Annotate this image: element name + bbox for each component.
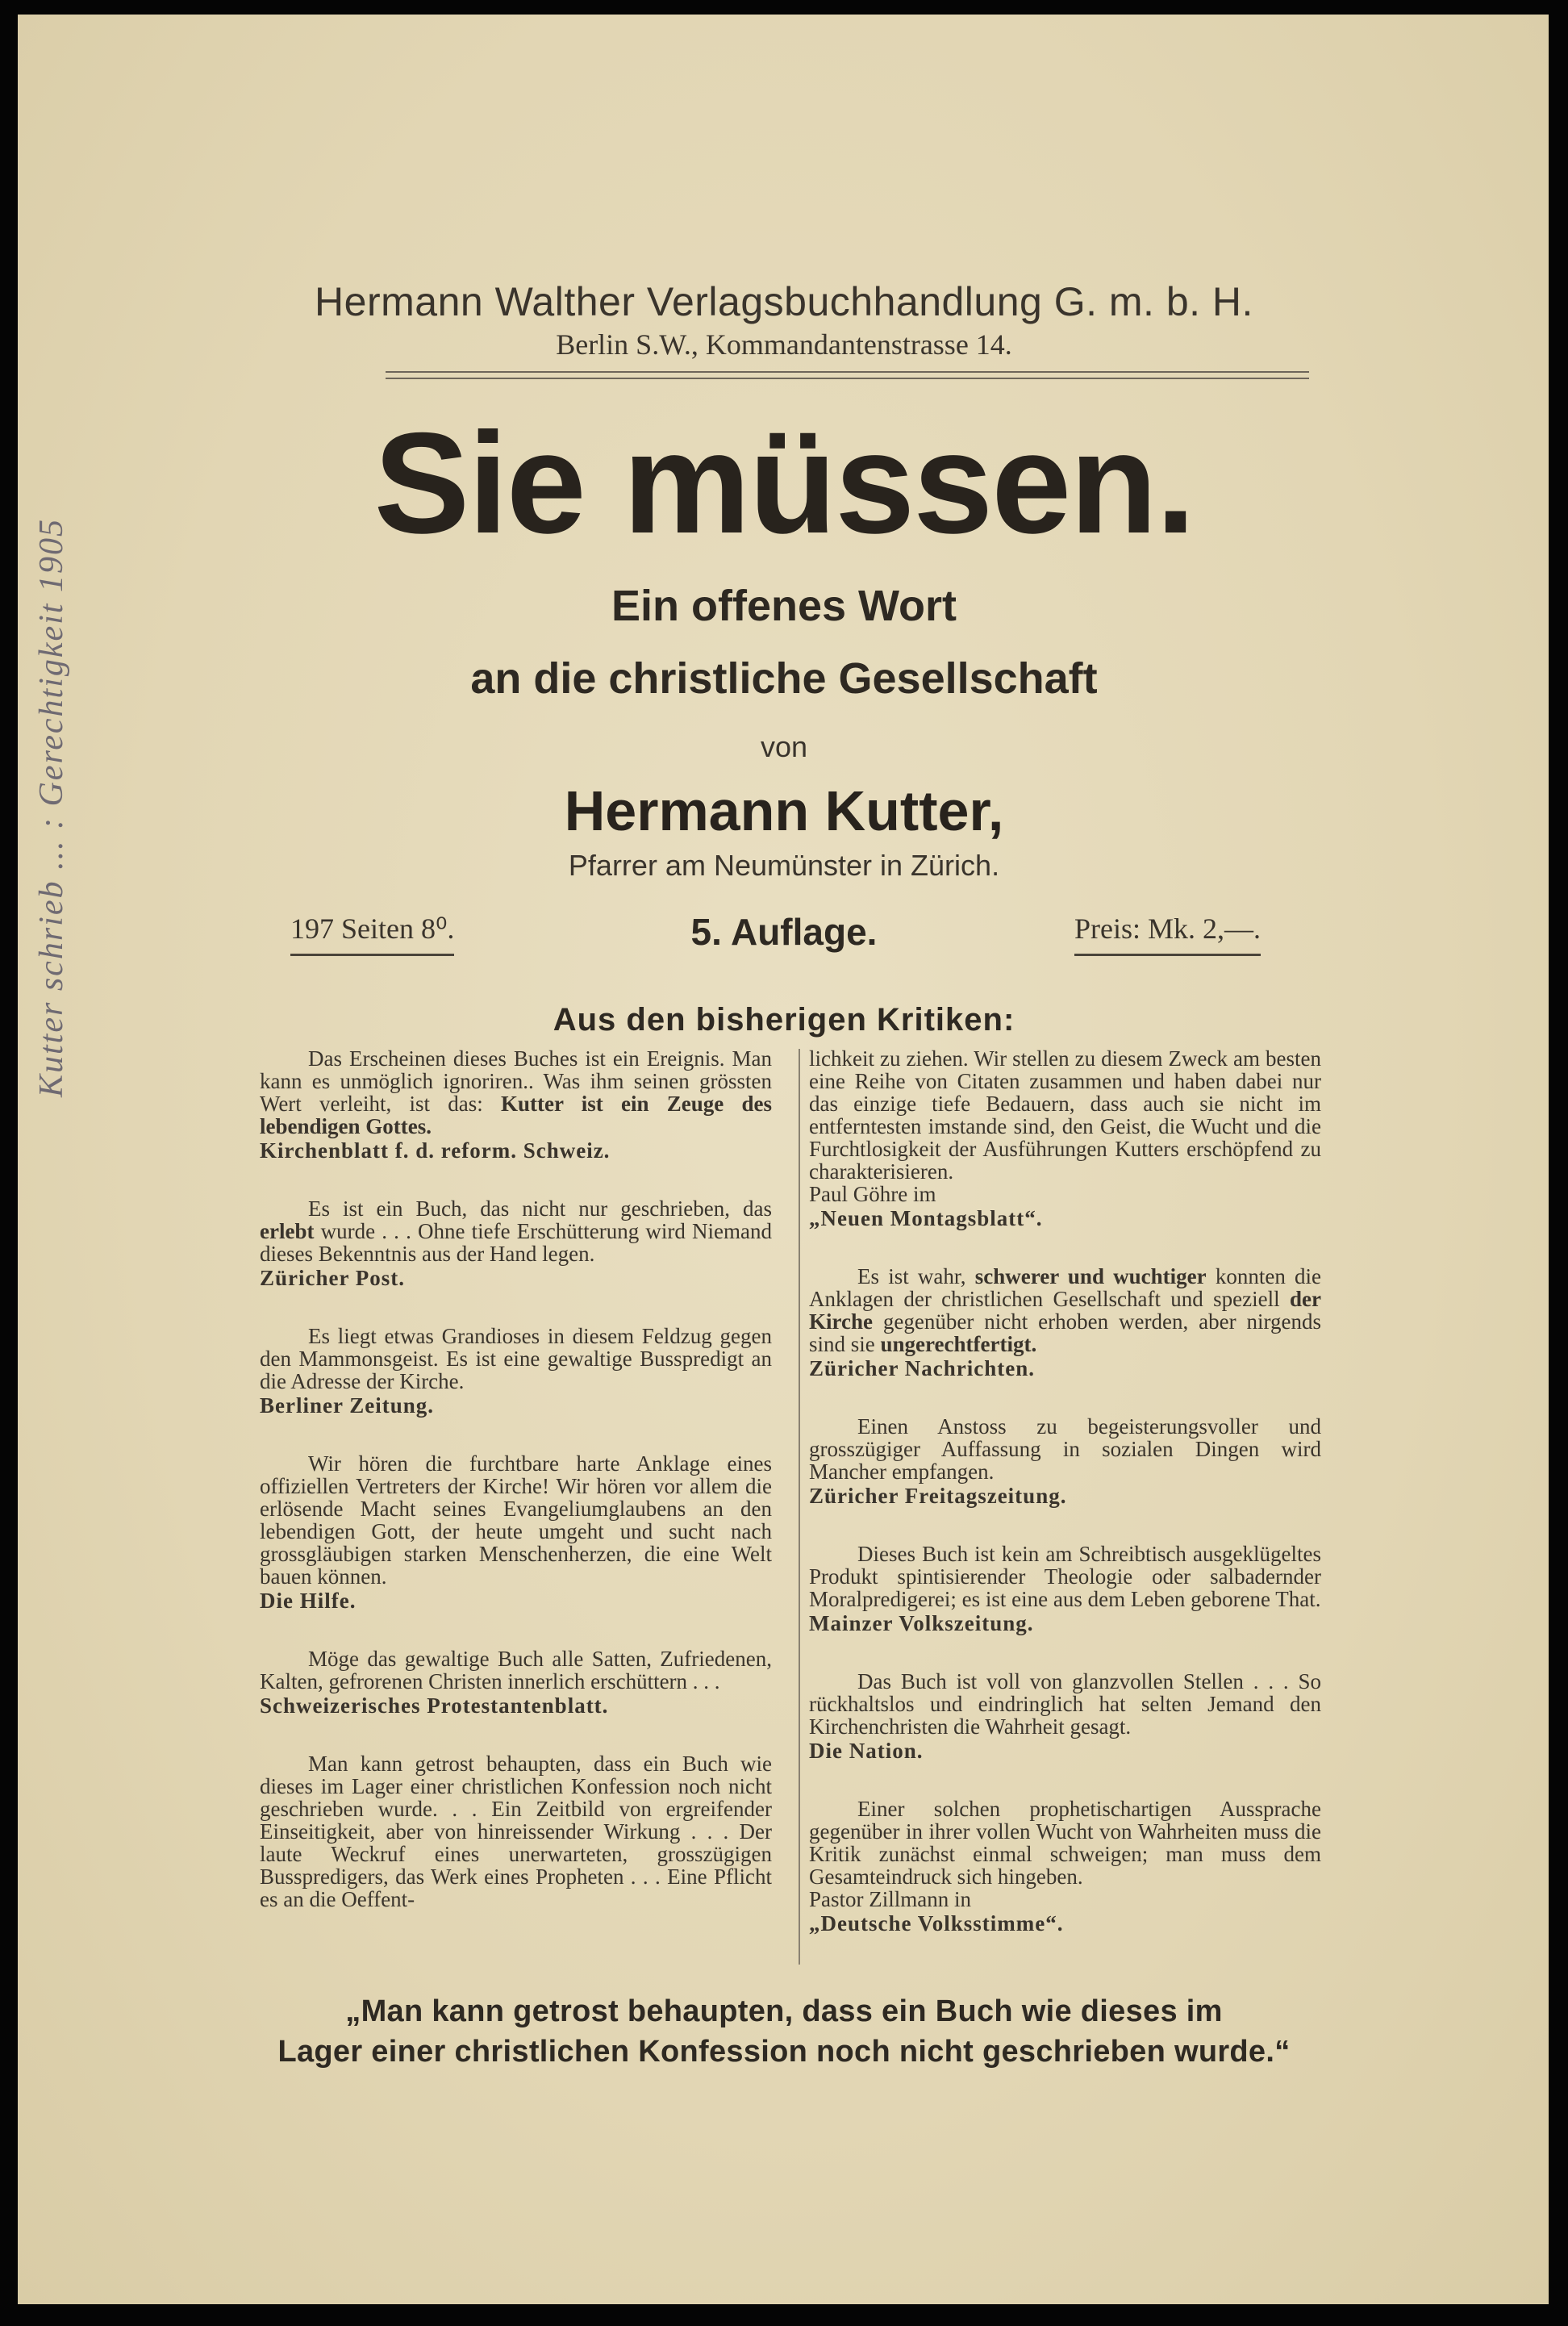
review-emphasis: Kutter ist ein Zeuge des lebendigen Gottes. bbox=[260, 1092, 772, 1138]
column-divider bbox=[799, 1049, 800, 1965]
header-rule bbox=[386, 371, 1309, 379]
review-attribution: Pastor Zillmann in bbox=[809, 1887, 971, 1911]
by-line: von bbox=[760, 730, 808, 763]
review-item bbox=[809, 1670, 1321, 1762]
review-text: Möge das gewaltige Buch alle Satten, Zufriedenen, Kalten, gefrorenen Christen innerlich erschüttern . . . bbox=[260, 1647, 772, 1693]
review-text: Dieses Buch ist kein am Schreibtisch ausgeklügeltes Produkt spintisierender Theologie oder salbadernder Moralpredigerei; es ist eine aus dem Leben geborene That. bbox=[809, 1542, 1321, 1611]
book-title: Sie müssen. bbox=[373, 403, 1195, 563]
review-source: Kirchenblatt f. d. reform. Schweiz. bbox=[260, 1138, 611, 1163]
review-source: „Deutsche Volksstimme“. bbox=[809, 1911, 1064, 1936]
review-text: Einen Anstoss zu begeisterungsvoller und grosszügiger Auffassung in sozialen Dingen wird Mancher empfangen. bbox=[809, 1414, 1321, 1484]
author-name: Hermann Kutter, bbox=[564, 779, 1004, 842]
review-text: Es liegt etwas Grandioses in diesem Feldzug gegen den Mammonsgeist. Es ist eine gewaltige Busspredigt an die Adresse der Kirche. bbox=[260, 1324, 772, 1393]
reviews-right-column bbox=[809, 1047, 1321, 1935]
review-text: Es ist wahr, bbox=[857, 1264, 966, 1288]
reviews-left-column bbox=[260, 1047, 772, 1910]
book-subtitle-line2: an die christliche Gesellschaft bbox=[470, 654, 1098, 703]
review-text: Wir hören die furchtbare harte Anklage eines offiziellen Vertreters der Kirche! Wir hören vor allem die erlösende Macht seines Evangeliumglaubens an den lebendigen Gott, der heute umgeht und sucht nach grossgläubigen starken Menschenherzen, die eine Welt bauen können. bbox=[260, 1451, 772, 1589]
publisher-name: Hermann Walther Verlagsbuchhandlung G. m. b. H. bbox=[315, 279, 1253, 324]
review-emphasis: erlebt bbox=[260, 1219, 315, 1243]
review-text: lichkeit zu ziehen. Wir stellen zu diesem Zweck am besten eine Reihe von Citaten zusammen und haben dabei nur das einzige tiefe Bedauern, dass auch sie nicht im entferntesten imstande sind, den Geist, die Wucht und die Furchtlosigkeit der Ausführungen Kutters erschöpfend zu charakterisieren. bbox=[809, 1046, 1321, 1184]
review-emphasis: der Kirche bbox=[809, 1287, 1322, 1334]
closing-quote-line2: Lager einer christlichen Konfession noch nicht geschrieben wurde.“ bbox=[277, 2035, 1291, 2069]
review-text: Einer solchen prophetischartigen Aussprache gegenüber in ihrer vollen Wucht von Wahrheiten muss die Kritik zunächst einmal schweigen; man muss dem Gesamteindruck sich hingeben. bbox=[809, 1797, 1321, 1889]
review-text: Das Buch ist voll von glanzvollen Stellen . . . So rückhaltslos und eindringlich hat selten Jemand den Kirchenchristen die Wahrheit gesagt. bbox=[809, 1669, 1321, 1739]
handwritten-margin-note: Kutter schrieb ... : Gerechtigkeit 1905 bbox=[33, 518, 70, 1097]
review-item bbox=[260, 1325, 772, 1417]
review-attribution: Paul Göhre im bbox=[809, 1182, 936, 1206]
review-source: „Neuen Montagsblatt“. bbox=[809, 1206, 1043, 1230]
review-source: Berliner Zeitung. bbox=[260, 1393, 434, 1418]
review-item bbox=[260, 1647, 772, 1717]
review-source: Mainzer Volkszeitung. bbox=[809, 1611, 1034, 1635]
review-item bbox=[809, 1047, 1321, 1230]
review-item bbox=[809, 1798, 1321, 1935]
review-source: Züricher Nachrichten. bbox=[809, 1356, 1035, 1380]
review-text: Das Erscheinen dieses Buches ist ein Ereignis. Man kann es unmöglich ignoriren.. Was ihm seinen grössten Wert verleiht, ist das: bbox=[260, 1046, 772, 1116]
review-item bbox=[260, 1752, 772, 1910]
review-text: konnten die Anklagen der christlichen Gesellschaft und speziell bbox=[809, 1264, 1322, 1311]
price: Preis: Mk. 2,—. bbox=[1074, 912, 1261, 956]
review-source: Die Hilfe. bbox=[260, 1589, 357, 1613]
page-count: 197 Seiten 8⁰. bbox=[290, 912, 454, 956]
review-item bbox=[809, 1543, 1321, 1635]
closing-quote-line1: „Man kann getrost behaupten, dass ein Buch wie dieses im bbox=[345, 1994, 1223, 2028]
review-item bbox=[260, 1047, 772, 1162]
edition: 5. Auflage. bbox=[690, 911, 878, 953]
review-item bbox=[809, 1265, 1321, 1380]
review-item bbox=[260, 1197, 772, 1289]
review-text: gegenüber nicht erhoben werden, aber nirgends sind sie bbox=[809, 1309, 1322, 1356]
book-subtitle-line1: Ein offenes Wort bbox=[611, 582, 957, 630]
author-role: Pfarrer am Neumünster in Zürich. bbox=[568, 849, 1000, 882]
review-emphasis: ungerechtfertigt. bbox=[880, 1332, 1037, 1356]
review-text: Man kann getrost behaupten, dass ein Buch wie dieses im Lager einer christlichen Konfession noch nicht geschrieben wurde. . . Ein Zeitbild von ergreifender Einseitigkeit, aber von hinreissender Wirkung . . . Der laute Weckruf eines unerwarteten, grosszügigen Busspredigers, das Werk eines Propheten . . . Eine Pflicht es an die Oeffent- bbox=[260, 1752, 772, 1911]
reviews-heading: Aus den bisherigen Kritiken: bbox=[553, 1002, 1015, 1038]
publisher-address: Berlin S.W., Kommandantenstrasse 14. bbox=[556, 328, 1012, 361]
review-source: Züricher Freitagszeitung. bbox=[809, 1484, 1067, 1508]
review-item bbox=[809, 1415, 1321, 1507]
review-source: Die Nation. bbox=[809, 1739, 924, 1763]
review-emphasis: schwerer und wuchtiger bbox=[974, 1264, 1207, 1288]
review-source: Züricher Post. bbox=[260, 1266, 405, 1290]
review-source: Schweizerisches Protestantenblatt. bbox=[260, 1693, 609, 1718]
review-item bbox=[260, 1452, 772, 1612]
review-text: wurde . . . Ohne tiefe Erschütterung wird Niemand dieses Bekenntnis aus der Hand legen. bbox=[260, 1219, 772, 1266]
review-text: Es ist ein Buch, das nicht nur geschrieben, das bbox=[308, 1196, 772, 1221]
